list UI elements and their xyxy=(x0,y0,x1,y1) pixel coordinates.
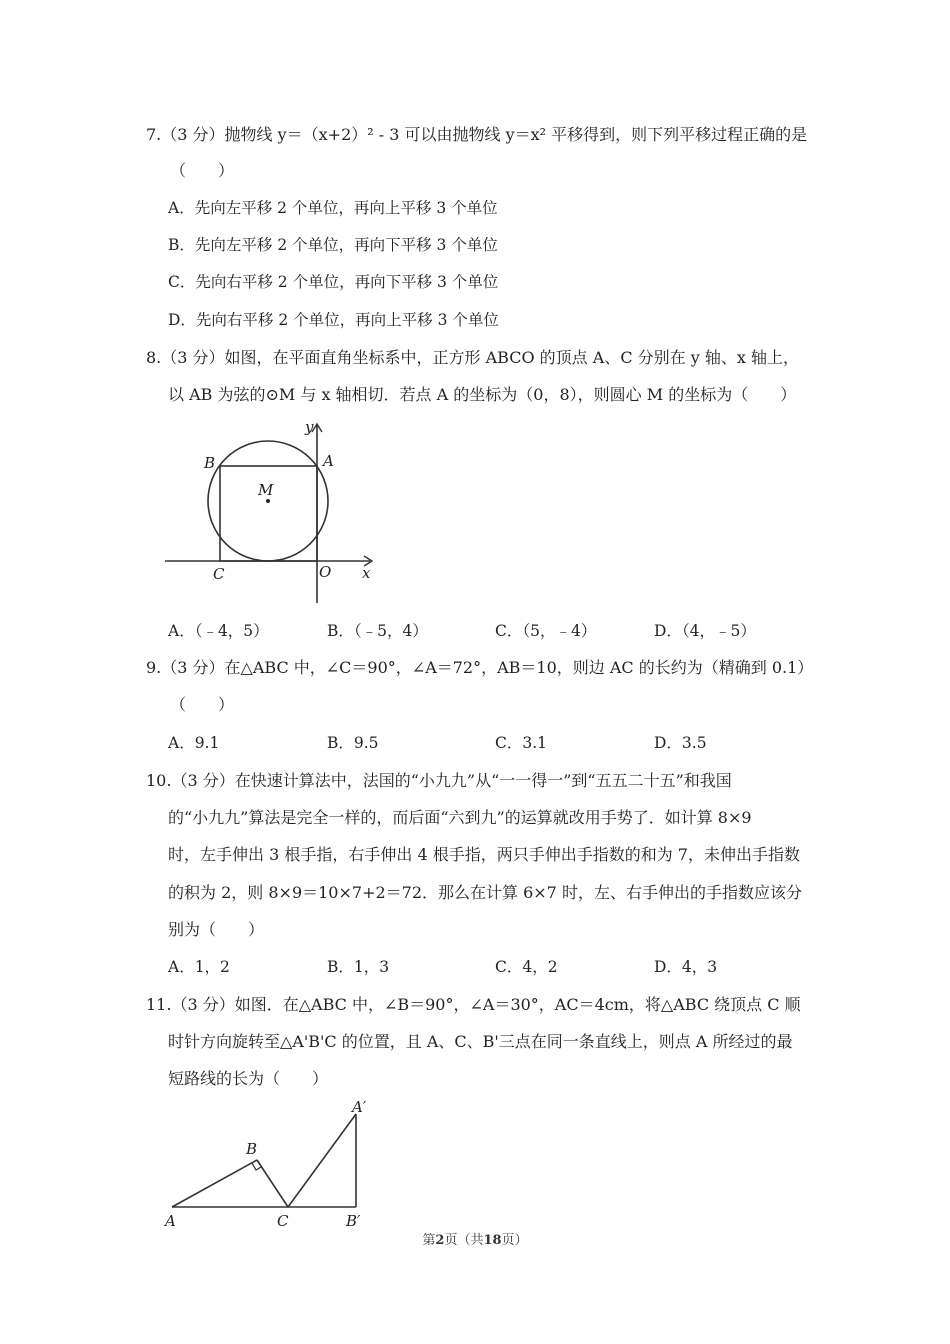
q9-option-a: A．9.1 xyxy=(168,734,220,752)
q11-stem-line-1: 11.（3 分）如图．在△ABC 中，∠B＝90°，∠A＝30°，AC＝4cm，将△ABC 绕顶点 C 顺 xyxy=(146,995,801,1014)
segment-ca-prime xyxy=(288,1114,356,1207)
label-y: y xyxy=(305,418,314,436)
label-c: C xyxy=(277,1212,289,1230)
label-x: x xyxy=(362,564,371,582)
label-b: B xyxy=(246,1140,258,1158)
page-footer xyxy=(0,1229,950,1248)
q8-option-b: B．（﹣5，4） xyxy=(327,622,428,640)
q10-stem-line-1: 10.（3 分）在快速计算法中，法国的“小九九”从“一一得一”到“五五二十五”和我国 xyxy=(146,771,732,790)
footer-middle: 页（共 xyxy=(444,1233,484,1248)
segment-bc xyxy=(257,1160,288,1207)
q8-option-c: C．（5，﹣4） xyxy=(495,622,597,640)
q10-option-a: A．1，2 xyxy=(168,958,230,976)
q10-stem-line-4: 的积为 2，则 8×9＝10×7+2＝72．那么在计算 6×7 时，左、右手伸出的手指数应该分 xyxy=(168,883,802,902)
q8-option-a: A．（﹣4，5） xyxy=(168,622,269,640)
q7-option-b: B．先向左平移 2 个单位，再向下平移 3 个单位 xyxy=(168,236,498,254)
q10-option-c: C．4，2 xyxy=(495,958,558,976)
q11-figure xyxy=(160,1092,380,1232)
q10-option-b: B．1，3 xyxy=(327,958,390,976)
segment-ab xyxy=(172,1160,257,1207)
footer-prefix: 第 xyxy=(422,1233,436,1248)
label-a-prime: A′ xyxy=(352,1098,367,1116)
label-b-prime: B′ xyxy=(346,1212,361,1230)
q8-option-d: D．（4，﹣5） xyxy=(654,622,756,640)
q8-stem-line-2: 以 AB 为弦的⊙M 与 x 轴相切．若点 A 的坐标为（0，8），则圆心 M 的坐标为（ ） xyxy=(168,385,797,404)
center-m-point xyxy=(266,499,270,503)
q9-option-c: C．3.1 xyxy=(495,734,548,752)
q7-option-d: D．先向右平移 2 个单位，再向上平移 3 个单位 xyxy=(168,311,499,329)
q11-stem-line-3: 短路线的长为（ ） xyxy=(168,1069,329,1088)
q8-figure xyxy=(160,415,390,610)
q10-stem-line-3: 时，左手伸出 3 根手指，右手伸出 4 根手指，两只手伸出手指数的和为 7，未伸出手指数 xyxy=(168,845,800,864)
q7-option-c: C．先向右平移 2 个单位，再向下平移 3 个单位 xyxy=(168,273,499,291)
q9-option-b: B．9.5 xyxy=(327,734,379,752)
label-a: A xyxy=(165,1212,176,1230)
q9-stem-line-1: 9.（3 分）在△ABC 中，∠C＝90°，∠A＝72°，AB＝10，则边 AC 的长约为（精确到 0.1） xyxy=(146,658,814,677)
footer-page-number: 2 xyxy=(435,1233,445,1248)
q9-stem-line-2: （ ） xyxy=(170,695,235,714)
q7-option-a: A．先向左平移 2 个单位，再向上平移 3 个单位 xyxy=(168,199,498,217)
q8-stem-line-1: 8.（3 分）如图，在平面直角坐标系中，正方形 ABCO 的顶点 A、C 分别在 y 轴、x 轴上， xyxy=(146,348,799,367)
footer-total-pages: 18 xyxy=(483,1233,502,1248)
label-m: M xyxy=(258,481,274,499)
label-b: B xyxy=(204,454,216,472)
label-o: O xyxy=(319,563,332,581)
q7-stem-line-1: 7.（3 分）抛物线 y＝（x+2）² - 3 可以由抛物线 y＝x² 平移得到，则下列平移过程正确的是 xyxy=(146,125,808,144)
q9-option-d: D．3.5 xyxy=(654,734,707,752)
q10-stem-line-5: 别为（ ） xyxy=(168,920,265,939)
label-c: C xyxy=(213,565,225,583)
q10-option-d: D．4，3 xyxy=(654,958,718,976)
q7-stem-line-2: （ ） xyxy=(170,161,235,180)
footer-suffix: 页） xyxy=(501,1233,528,1248)
q10-stem-line-2: 的“小九九”算法是完全一样的，而后面“六到九”的运算就改用手势了．如计算 8×9 xyxy=(168,808,752,827)
q11-stem-line-2: 时针方向旋转至△A'B'C 的位置，且 A、C、B'三点在同一条直线上，则点 A 所经过的最 xyxy=(168,1032,793,1051)
label-a: A xyxy=(323,452,334,470)
